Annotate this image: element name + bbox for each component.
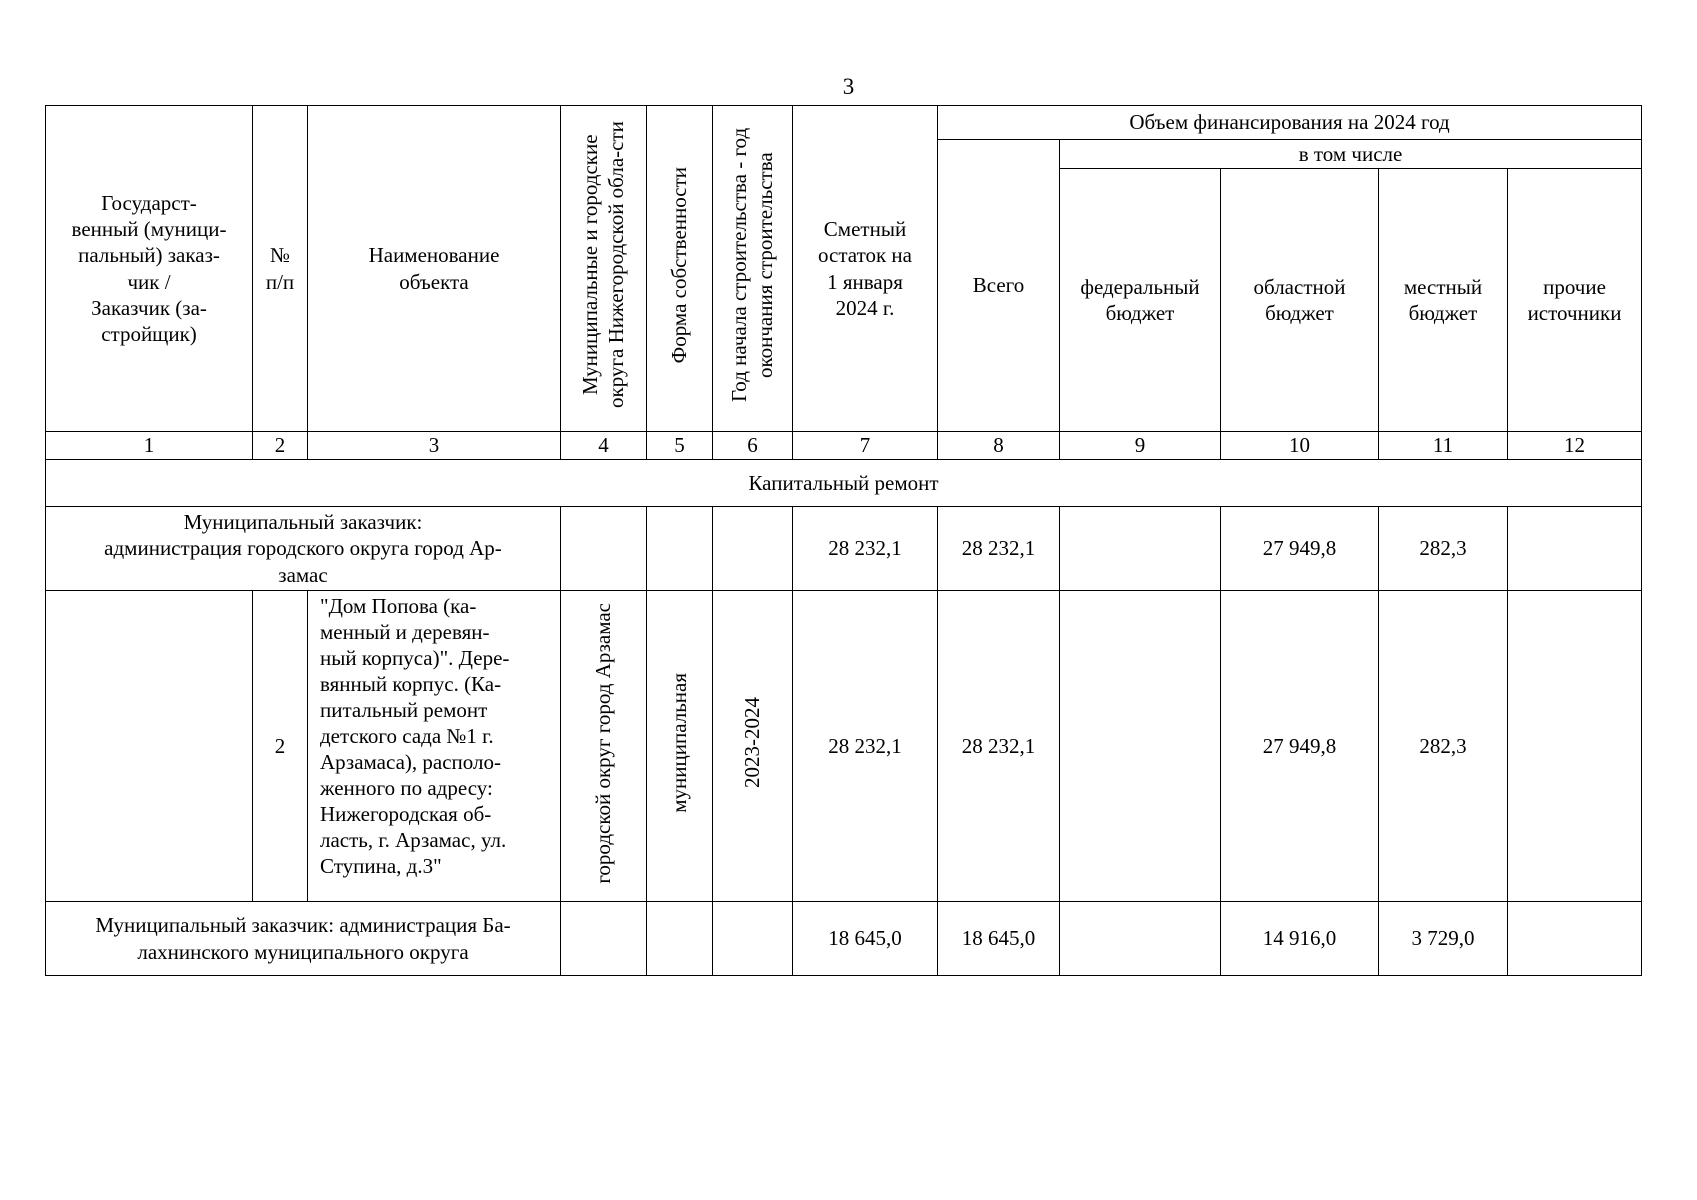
- row-ownership-label: муниципальная: [667, 673, 692, 813]
- header-total: Всего: [938, 140, 1060, 432]
- row-estimate: 28 232,1: [793, 507, 938, 591]
- row-customer: [46, 591, 253, 902]
- header-object-name: Наименование объекта: [308, 106, 561, 432]
- header-ownership-label: Форма собственности: [667, 167, 692, 364]
- header-local: местный бюджет: [1379, 169, 1508, 432]
- col-num-9: 9: [1060, 432, 1221, 460]
- table-row: [46, 591, 1642, 902]
- header-financing-group: Объем финансирования на 2024 год: [938, 106, 1642, 140]
- row-municipality: [561, 591, 647, 902]
- row-years: [713, 591, 793, 902]
- header-customer: Государст- венный (муници- пальный) заказ- чик / Заказчик (за- стройщик): [46, 106, 253, 432]
- header-other: прочие источники: [1508, 169, 1642, 432]
- header-num: № п/п: [253, 106, 308, 432]
- row-regional: 14 916,0: [1221, 902, 1379, 976]
- header-years-label: Год начала строительства - год окончания строительства: [727, 128, 778, 403]
- row-estimate: 18 645,0: [793, 902, 938, 976]
- header-municipality: [561, 106, 647, 432]
- header-municipality-label: Муниципальные и городские округа Нижегородской обла-сти: [578, 122, 629, 409]
- col-num-3: 3: [308, 432, 561, 460]
- col-num-7: 7: [793, 432, 938, 460]
- header-regional: областной бюджет: [1221, 169, 1379, 432]
- column-numbers-row: [46, 432, 1642, 460]
- col-num-10: 10: [1221, 432, 1379, 460]
- col-num-12: 12: [1508, 432, 1642, 460]
- section-title: Капитальный ремонт: [46, 460, 1642, 507]
- col-num-11: 11: [1379, 432, 1508, 460]
- col-num-5: 5: [647, 432, 713, 460]
- row-object-name: "Дом Попова (ка- менный и деревян- ный корпуса)". Дере- вянный корпус. (Ка- питальный ремонт детского сада №1 г. Арзамаса), располо- женного по адресу: Нижегородская об- ласть, г. Арзамас, ул. Ступина, д.3": [308, 591, 561, 902]
- row-years-label: 2023-2024: [740, 697, 765, 789]
- row-other: [1508, 591, 1642, 902]
- row-federal: [1060, 902, 1221, 976]
- row-local: 282,3: [1379, 591, 1508, 902]
- table-row: [46, 507, 1642, 591]
- row-years: [713, 507, 793, 591]
- row-ownership: [647, 507, 713, 591]
- row-other: [1508, 902, 1642, 976]
- row-ownership: [647, 902, 713, 976]
- financing-table: [45, 105, 1642, 976]
- row-local: 3 729,0: [1379, 902, 1508, 976]
- col-num-8: 8: [938, 432, 1060, 460]
- col-num-4: 4: [561, 432, 647, 460]
- row-federal: [1060, 591, 1221, 902]
- header-ownership: [647, 106, 713, 432]
- row-ownership: [647, 591, 713, 902]
- row-total: 18 645,0: [938, 902, 1060, 976]
- row-total: 28 232,1: [938, 507, 1060, 591]
- col-num-1: 1: [46, 432, 253, 460]
- header-years: [713, 106, 793, 432]
- header-including: в том числе: [1060, 140, 1642, 169]
- row-municipality-label: городской округ город Арзамас: [591, 602, 616, 884]
- row-other: [1508, 507, 1642, 591]
- row-regional: 27 949,8: [1221, 507, 1379, 591]
- row-federal: [1060, 507, 1221, 591]
- row-regional: 27 949,8: [1221, 591, 1379, 902]
- header-estimate: Сметный остаток на 1 января 2024 г.: [793, 106, 938, 432]
- row-municipality: [561, 902, 647, 976]
- table-row: [46, 902, 1642, 976]
- row-estimate: 28 232,1: [793, 591, 938, 902]
- row-municipality: [561, 507, 647, 591]
- col-num-6: 6: [713, 432, 793, 460]
- page-number: 3: [842, 74, 855, 99]
- row-num: 2: [253, 591, 308, 902]
- row-customer: Муниципальный заказчик: администрация городского округа город Ар- замас: [46, 507, 561, 591]
- row-local: 282,3: [1379, 507, 1508, 591]
- row-years: [713, 902, 793, 976]
- row-customer: Муниципальный заказчик: администрация Ба- лахнинского муниципального округа: [46, 902, 561, 976]
- header-federal: федеральный бюджет: [1060, 169, 1221, 432]
- row-total: 28 232,1: [938, 591, 1060, 902]
- col-num-2: 2: [253, 432, 308, 460]
